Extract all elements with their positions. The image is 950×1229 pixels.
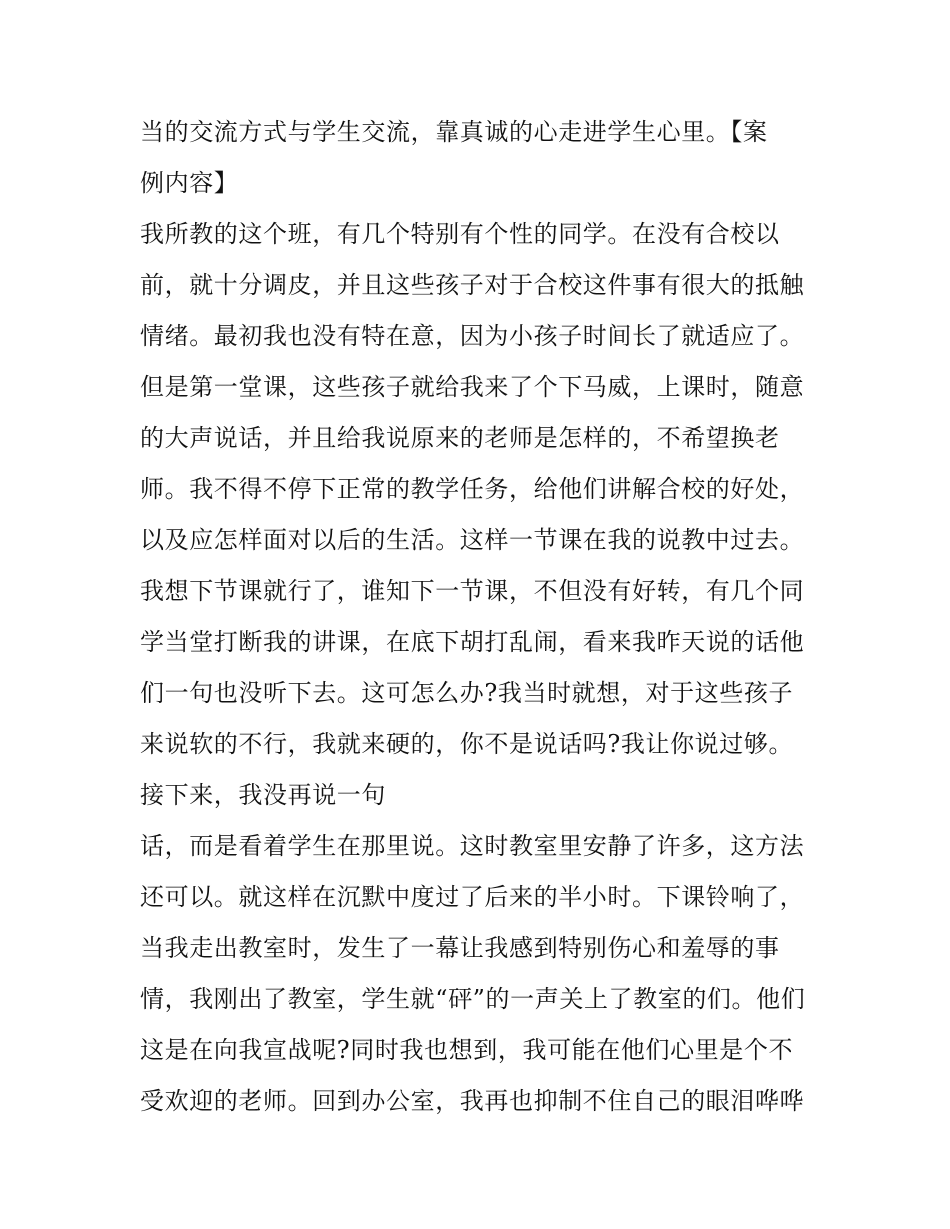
text-line: 前，就十分调皮，并且这些孩子对于合校这件事有很大的抵触 xyxy=(140,271,805,299)
text-line: 学当堂打断我的讲课，在底下胡打乱闹，看来我昨天说的话他 xyxy=(140,628,805,656)
body-text xyxy=(140,107,820,1127)
text-line: 当我走出教室时，发生了一幕让我感到特别伤心和羞辱的事 xyxy=(140,934,780,962)
text-line: 这是在向我宣战呢?同时我也想到，我可能在他们心里是个不 xyxy=(140,1036,794,1064)
text-line: 的大声说话，并且给我说原来的老师是怎样的，不希望换老 xyxy=(140,424,780,452)
text-line: 情，我刚出了教室，学生就“砰”的一声关上了教室的们。他们 xyxy=(140,985,806,1013)
text-line: 例内容】 xyxy=(140,169,239,197)
text-line: 接下来，我没再说一句 xyxy=(140,781,386,809)
text-line: 情绪。最初我也没有特在意，因为小孩子时间长了就适应了。 xyxy=(140,322,805,350)
text-line: 话，而是看着学生在那里说。这时教室里安静了许多，这方法 xyxy=(140,832,805,860)
text-line: 当的交流方式与学生交流，靠真诚的心走进学生心里。【案 xyxy=(140,118,768,146)
text-line: 师。我不得不停下正常的教学任务，给他们讲解合校的好处， xyxy=(140,475,805,503)
text-line: 们一句也没听下去。这可怎么办?我当时就想，对于这些孩子 xyxy=(140,679,794,707)
text-line: 受欢迎的老师。回到办公室，我再也抑制不住自己的眼泪哗哗 xyxy=(140,1087,805,1115)
text-line: 我想下节课就行了，谁知下一节课，不但没有好转，有几个同 xyxy=(140,577,805,605)
text-line: 但是第一堂课，这些孩子就给我来了个下马威，上课时，随意 xyxy=(140,373,805,401)
text-line: 来说软的不行，我就来硬的，你不是说话吗?我让你说过够。 xyxy=(140,730,794,758)
text-line: 还可以。就这样在沉默中度过了后来的半小时。下课铃响了， xyxy=(140,883,805,911)
text-line: 以及应怎样面对以后的生活。这样一节课在我的说教中过去。 xyxy=(140,526,805,554)
text-line: 我所教的这个班，有几个特别有个性的同学。在没有合校以 xyxy=(140,220,780,248)
